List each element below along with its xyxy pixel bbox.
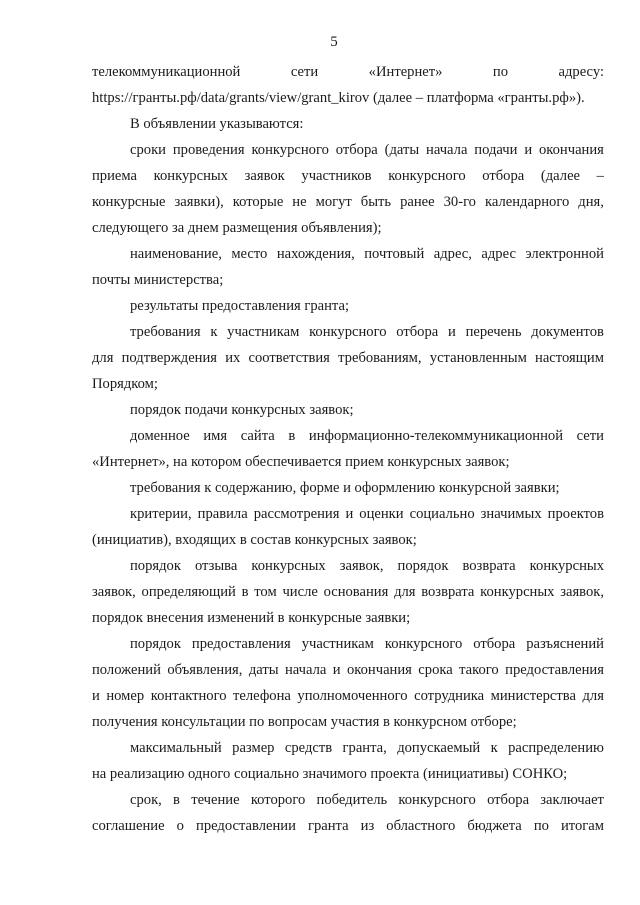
text-line: для подтверждения их соответствия требованиям, установленным настоящим bbox=[92, 350, 604, 366]
text-line: положений объявления, даты начала и окончания срока такого предоставления bbox=[92, 662, 604, 678]
text-line: телекоммуникационной сети «Интернет» по адресу: bbox=[92, 64, 604, 80]
text-line: приема конкурсных заявок участников конкурсного отбора (далее – bbox=[92, 168, 604, 184]
text-line: требования к участникам конкурсного отбора и перечень документов bbox=[130, 324, 604, 340]
text-line: критерии, правила рассмотрения и оценки социально значимых проектов bbox=[130, 506, 604, 522]
text-line: «Интернет», на котором обеспечивается прием конкурсных заявок; bbox=[92, 454, 510, 470]
text-line: на реализацию одного социально значимого проекта (инициативы) СОНКО; bbox=[92, 766, 568, 782]
text-line: порядок отзыва конкурсных заявок, порядок возврата конкурсных bbox=[130, 558, 604, 574]
text-line: следующего за днем размещения объявления); bbox=[92, 220, 382, 236]
text-line: конкурсные заявки), которые не могут быть ранее 30-го календарного дня, bbox=[92, 194, 604, 210]
text-line: сроки проведения конкурсного отбора (даты начала подачи и окончания bbox=[130, 142, 604, 158]
page-number: 5 bbox=[330, 34, 338, 50]
text-line: срок, в течение которого победитель конкурсного отбора заключает bbox=[130, 792, 604, 808]
text-line: максимальный размер средств гранта, допускаемый к распределению bbox=[130, 740, 604, 756]
text-line: порядок предоставления участникам конкурсного отбора разъяснений bbox=[130, 636, 604, 652]
text-line: порядок внесения изменений в конкурсные заявки; bbox=[92, 610, 411, 626]
text-line: наименование, место нахождения, почтовый адрес, адрес электронной bbox=[130, 246, 604, 262]
text-line: и номер контактного телефона уполномоченного сотрудника министерства для bbox=[92, 688, 604, 704]
text-line: https://гранты.рф/data/grants/view/grant_kirov (далее – платформа «гранты.рф»). bbox=[92, 90, 585, 106]
text-line: Порядком; bbox=[92, 376, 158, 392]
text-line: получения консультации по вопросам участия в конкурсном отборе; bbox=[92, 714, 517, 730]
text-line: заявок, определяющий в том числе основания для возврата конкурсных заявок, bbox=[92, 584, 604, 600]
text-line: (инициатив), входящих в состав конкурсных заявок; bbox=[92, 532, 417, 548]
text-line: соглашение о предоставлении гранта из областного бюджета по итогам bbox=[92, 818, 604, 834]
text-line: результаты предоставления гранта; bbox=[130, 298, 350, 314]
text-line: почты министерства; bbox=[92, 272, 224, 288]
text-line: В объявлении указываются: bbox=[130, 116, 304, 132]
text-line: порядок подачи конкурсных заявок; bbox=[130, 402, 354, 418]
text-line: доменное имя сайта в информационно-телекоммуникационной сети bbox=[130, 428, 604, 444]
text-line: требования к содержанию, форме и оформлению конкурсной заявки; bbox=[130, 480, 560, 496]
